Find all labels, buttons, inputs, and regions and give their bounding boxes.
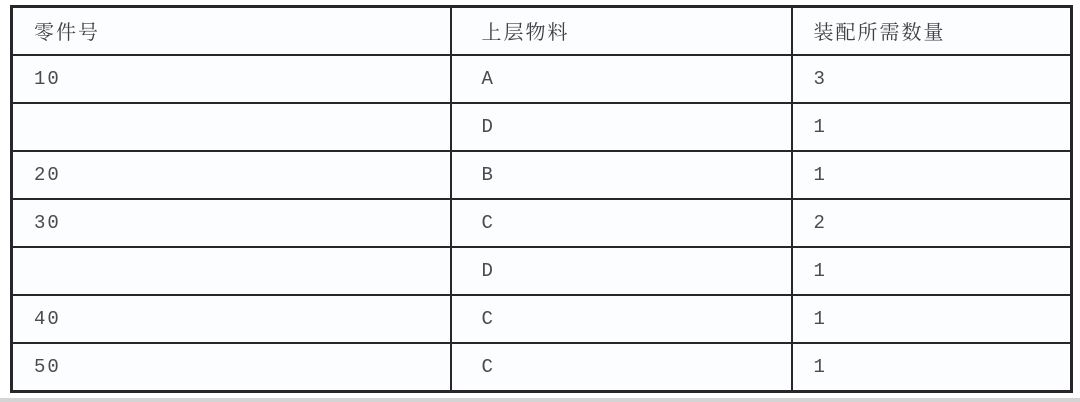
table-row	[12, 151, 1072, 199]
table-header	[12, 7, 1072, 55]
table-cell: 10	[12, 55, 451, 103]
table-cell: C	[451, 199, 792, 247]
table-cell: 1	[792, 295, 1072, 343]
table-cell: C	[451, 295, 792, 343]
table-cell: 40	[12, 295, 451, 343]
table-cell: 1	[792, 247, 1072, 295]
table-row	[12, 343, 1072, 391]
table-cell: 1	[792, 103, 1072, 151]
table-cell: 30	[12, 199, 451, 247]
table-row	[12, 103, 1072, 151]
table-row	[12, 199, 1072, 247]
table-cell: 50	[12, 343, 451, 391]
table-cell: 1	[792, 151, 1072, 199]
table-row	[12, 55, 1072, 103]
table-cell: 1	[792, 343, 1072, 391]
table-row	[12, 295, 1072, 343]
table-cell: D	[451, 103, 792, 151]
column-header-parent-material: 上层物料	[451, 7, 792, 55]
column-header-assembly-quantity: 装配所需数量	[792, 7, 1072, 55]
table-row	[12, 247, 1072, 295]
table-body	[12, 55, 1072, 392]
table-cell: B	[451, 151, 792, 199]
column-header-part-number: 零件号	[12, 7, 451, 55]
table-cell: A	[451, 55, 792, 103]
table-cell: 20	[12, 151, 451, 199]
table-cell: 3	[792, 55, 1072, 103]
bom-table	[10, 5, 1073, 393]
header-row	[12, 7, 1072, 55]
table-cell	[12, 103, 451, 151]
table-cell	[12, 247, 451, 295]
table-cell: D	[451, 247, 792, 295]
table-cell: C	[451, 343, 792, 391]
table-cell: 2	[792, 199, 1072, 247]
bottom-edge-band	[0, 398, 1080, 402]
